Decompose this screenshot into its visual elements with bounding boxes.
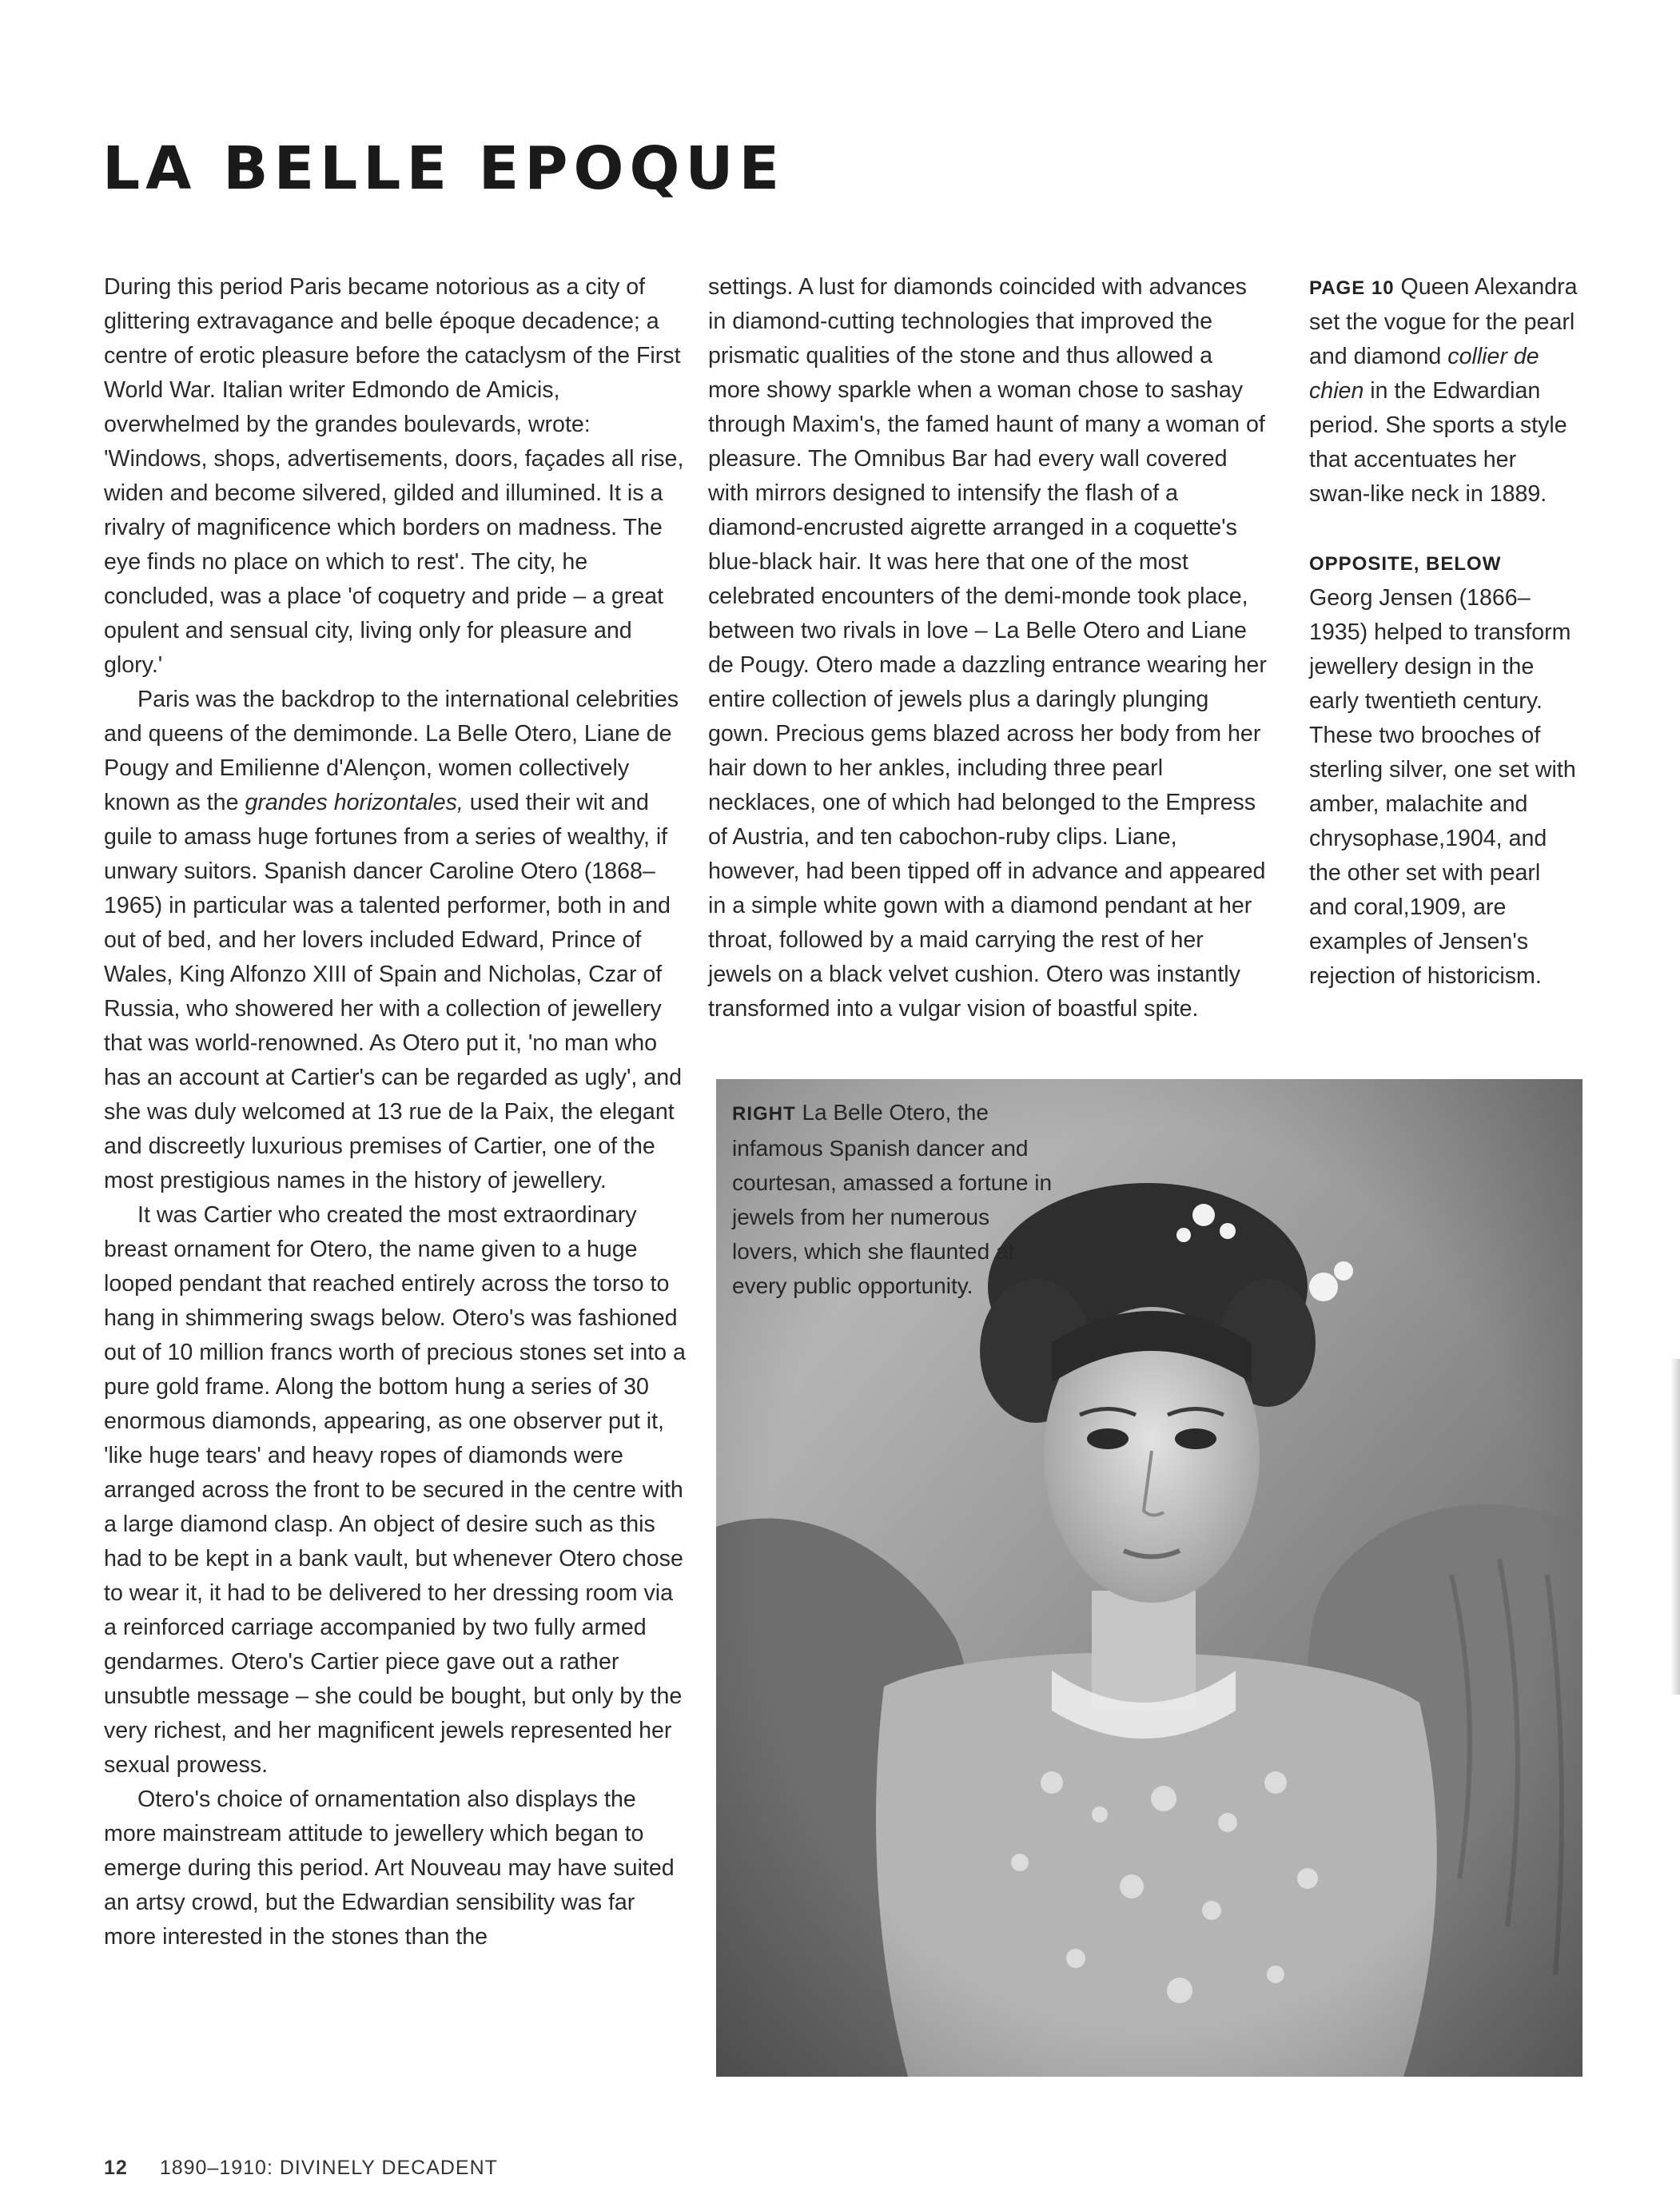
page-footer	[104, 2157, 498, 2180]
italic-term: grandes horizontales,	[245, 790, 464, 815]
page-number: 12	[104, 2157, 128, 2179]
body-column-2	[708, 270, 1268, 1026]
photo-caption	[732, 1095, 1052, 1303]
caption-text: Georg Jensen (1866–1935) helped to transform jewellery design in the early twentieth century. These two brooches of sterling silver, one set with amber, malachite and chrysophase,1904, and the other set with pearl and coral,1909, are examples of Jensen's rejection of historicism.	[1309, 585, 1576, 989]
caption-column	[1309, 270, 1581, 994]
caption-label: RIGHT	[732, 1103, 796, 1125]
caption-label: PAGE 10	[1309, 277, 1395, 299]
caption-text: Queen Alexandra set the vogue for the pearl and diamond	[1309, 274, 1578, 369]
page-title: LA BELLE EPOQUE	[102, 134, 785, 203]
paragraph: During this period Paris became notorious as a city of glittering extravagance and belle époque decadence; a centre of erotic pleasure before the cataclysm of the First World War. Italian writer Edmondo de Amicis, overwhelmed by the grandes boulevards, wrote: 'Windows, shops, advertisements, doors, façades all rise, widen and become silvered, gilded and illumined. It is a rivalry of magnificence which borders on madness. The eye finds no place on which to rest'. The city, he concluded, was a place 'of coquetry and pride – a great opulent and sensual city, living only for pleasure and glory.'	[104, 274, 684, 678]
caption-page-10	[1309, 270, 1581, 512]
caption-text: in the Edwardian period. She sports a style that accentuates her swan-like neck in 1889.	[1309, 378, 1567, 507]
paragraph-text: Paris was the backdrop to the international celebrities and queens of the demimonde. La Belle Otero, Liane de Pougy and Emilienne d'Alençon, women collectively known as the	[104, 687, 679, 815]
caption-text: La Belle Otero, the infamous Spanish dancer and courtesan, amassed a fortune in jewels from her numerous lovers, which she flaunted at every public opportunity.	[732, 1100, 1053, 1298]
facing-page-edge	[1670, 1359, 1680, 1695]
paragraph: Otero's choice of ornamentation also displays the more mainstream attitude to jewellery which began to emerge during this period. Art Nouveau may have suited an artsy crowd, but the Edwardian sensibility was far more interested in the stones than the	[104, 1787, 675, 1950]
italic-term: collier de chien	[1309, 344, 1539, 404]
paragraph-text: used their wit and guile to amass huge fortunes from a series of wealthy, if unwary suitors. Spanish dancer Caroline Otero (1868–1965) in particular was a talented performer, both in and out of bed, and her lovers included Edward, Prince of Wales, King Alfonzo XIII of Spain and Nicholas, Czar of Russia, who showered her with a collection of jewellery that was world-renowned. As Otero put it, 'no man who has an account at Cartier's can be regarded as ugly', and she was duly welcomed at 13 rue de la Paix, the elegant and discreetly luxurious premises of Cartier, one of the most prestigious names in the history of jewellery.	[104, 790, 683, 1193]
portrait-photo	[716, 1079, 1582, 2077]
paragraph: settings. A lust for diamonds coincided with advances in diamond-cutting technologies that improved the prismatic qualities of the stone and thus allowed a more showy sparkle when a woman chose to sashay through Maxim's, the famed haunt of many a woman of pleasure. The Omnibus Bar had every wall covered with mirrors designed to intensify the flash of a diamond-encrusted aigrette arranged in a coquette's blue-black hair. It was here that one of the most celebrated encounters of the demi-monde took place, between two rivals in love – La Belle Otero and Liane de Pougy. Otero made a dazzling entrance wearing her entire collection of jewels plus a daringly plunging gown. Precious gems blazed across her body from her hair down to her ankles, including three pearl necklaces, one of which had belonged to the Empress of Austria, and ten cabochon-ruby clips. Liane, however, had been tipped off in advance and appeared in a simple white gown with a diamond pendant at her throat, followed by a maid carrying the rest of her jewels on a black velvet cushion. Otero was instantly transformed into a vulgar vision of boastful spite.	[708, 274, 1267, 1022]
paragraph: It was Cartier who created the most extraordinary breast ornament for Otero, the name given to a huge looped pendant that reached entirely across the torso to hang in shimmering swags below. Otero's was fashioned out of 10 million francs worth of precious stones set into a pure gold frame. Along the bottom hung a series of 30 enormous diamonds, appearing, as one observer put it, 'like huge tears' and heavy ropes of diamonds were arranged across the front to be secured in the centre with a large diamond clasp. An object of desire such as this had to be kept in a bank vault, but whenever Otero chose to wear it, it had to be delivered to her dressing room via a reinforced carriage accompanied by two fully armed gendarmes. Otero's Cartier piece gave out a rather unsubtle message – she could be bought, but only by the very richest, and her magnificent jewels represented her sexual prowess.	[104, 1202, 686, 1778]
caption-label: OPPOSITE, BELOW	[1309, 553, 1502, 575]
paragraph	[104, 683, 687, 1198]
body-column-1	[104, 270, 687, 1954]
caption-opposite-below	[1309, 546, 1581, 581]
section-running-head: 1890–1910: DIVINELY DECADENT	[159, 2157, 498, 2179]
